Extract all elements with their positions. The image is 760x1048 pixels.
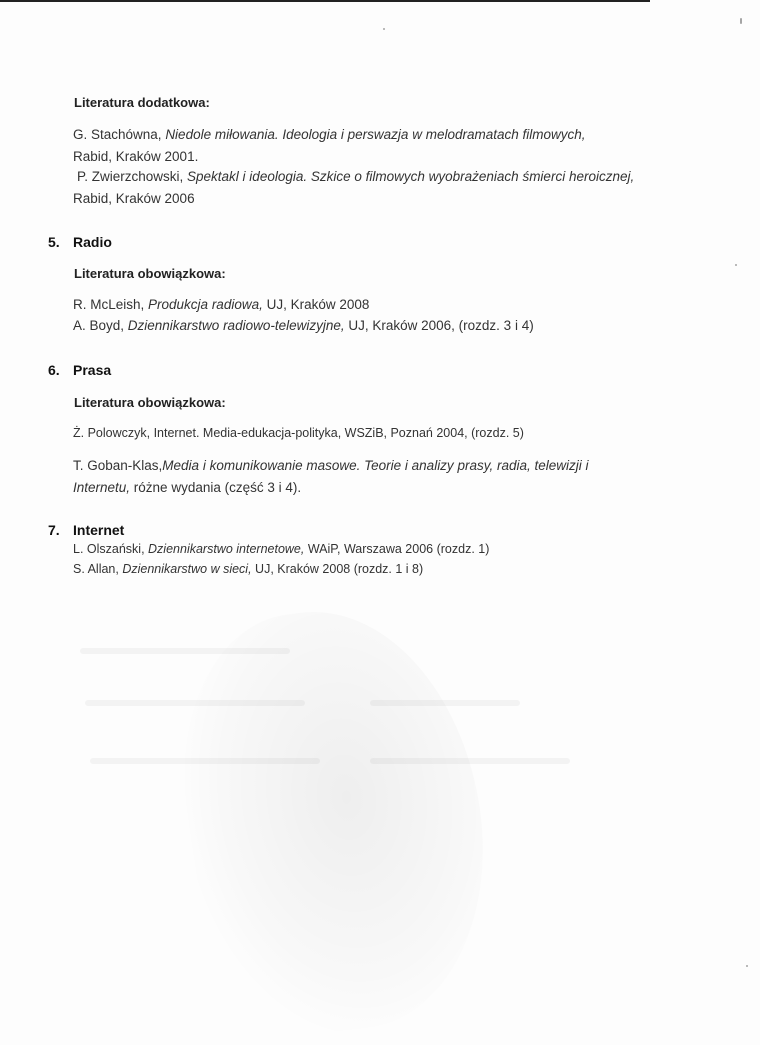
section-name: Internet (73, 522, 125, 538)
section-heading-required-literature: Literatura obowiązkowa: (74, 395, 226, 410)
entry-title: Spektakl i ideologia. Szkice o filmowych wyobrażeniach śmierci heroicznej, (187, 169, 635, 184)
entry-title: Dziennikarstwo internetowe, (148, 542, 305, 556)
entry-title: Internetu, (73, 480, 131, 495)
entry-author: P. Zwierzchowski, (77, 169, 188, 184)
section-title-radio (48, 234, 112, 250)
bibliography-entry (77, 169, 634, 184)
bleed-through-line (85, 700, 305, 706)
scan-speck (735, 264, 737, 266)
entry-author: S. Allan, (73, 562, 123, 576)
entry-author: A. Boyd, (73, 318, 128, 333)
bibliography-entry (73, 542, 489, 556)
scan-speck (383, 28, 385, 30)
bibliography-entry (73, 318, 534, 333)
entry-author: G. Stachówna, (73, 127, 166, 142)
bibliography-entry-continuation (73, 480, 301, 495)
bibliography-entry-continuation (73, 149, 198, 164)
entry-publisher: Rabid, Kraków 2001. (73, 149, 199, 164)
entry-author: T. Goban-Klas, (73, 458, 163, 473)
section-title-press (48, 362, 111, 378)
entry-publisher: WAiP, Warszawa 2006 (rozdz. 1) (304, 542, 490, 556)
entry-title: Produkcja radiowa, (148, 297, 263, 312)
entry-title: Niedole miłowania. Ideologia i perswazja w melodramatach filmowych, (165, 127, 586, 142)
entry-text: Ż. Polowczyk, Internet. Media-edukacja-polityka, WSZiB, Poznań 2004, (rozdz. 5) (73, 426, 524, 440)
entry-title: Dziennikarstwo radiowo-telewizyjne, (127, 318, 345, 333)
bibliography-entry (73, 127, 586, 142)
bibliography-entry (73, 426, 524, 440)
bleed-through-line (90, 758, 320, 764)
bleed-through-line (370, 758, 570, 764)
entry-publisher: UJ, Kraków 2008 (262, 297, 370, 312)
section-name: Radio (73, 234, 112, 250)
bibliography-entry (73, 562, 423, 576)
section-number: 6. (48, 362, 60, 378)
section-number: 5. (48, 234, 60, 250)
top-border-line (0, 0, 650, 2)
entry-publisher: UJ, Kraków 2006, (rozdz. 3 i 4) (344, 318, 534, 333)
section-heading-extra-literature: Literatura dodatkowa: (74, 95, 210, 110)
entry-title: Dziennikarstwo w sieci, (122, 562, 252, 576)
bleed-through-line (80, 648, 290, 654)
entry-author: L. Olszański, (73, 542, 149, 556)
section-name: Prasa (73, 362, 112, 378)
entry-title: Media i komunikowanie masowe. Teorie i analizy prasy, radia, telewizji i (162, 458, 589, 473)
scan-bleed-through-shadow (162, 592, 508, 1048)
entry-author: R. McLeish, (73, 297, 149, 312)
section-number: 7. (48, 522, 60, 538)
entry-publisher: różne wydania (część 3 i 4). (130, 480, 302, 495)
bibliography-entry (73, 458, 588, 473)
bibliography-entry (73, 297, 369, 312)
entry-publisher: UJ, Kraków 2008 (rozdz. 1 i 8) (251, 562, 424, 576)
scan-speck (746, 965, 748, 967)
bleed-through-line (370, 700, 520, 706)
entry-publisher: Rabid, Kraków 2006 (73, 191, 195, 206)
scan-speck (740, 18, 742, 24)
bibliography-entry-continuation (73, 191, 195, 206)
section-title-internet (48, 522, 124, 538)
section-heading-required-literature: Literatura obowiązkowa: (74, 266, 226, 281)
